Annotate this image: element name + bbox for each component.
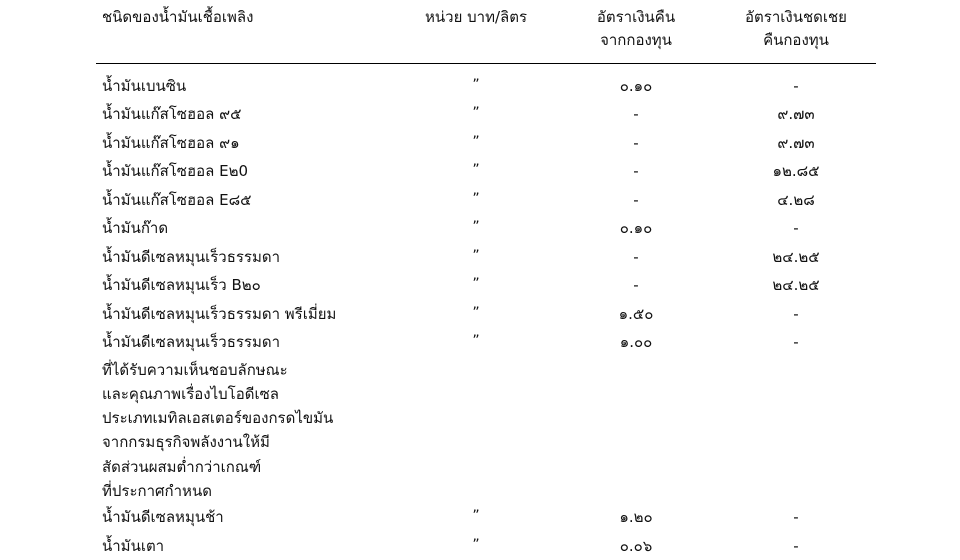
- cell-refund: ๐.๑๐: [619, 219, 653, 237]
- table-header: [96, 0, 876, 63]
- cell-fuel-type: น้ำมันเตา: [102, 536, 165, 555]
- cell-subsidy: -: [793, 219, 799, 237]
- cell-fuel-type: น้ำมันแก๊สโซฮอล ๙๑: [102, 133, 240, 152]
- cell-refund: ๑.๕๐: [618, 304, 654, 323]
- table-body: [96, 63, 876, 560]
- cell-unit: ”: [472, 219, 480, 235]
- fuel-rate-table: [96, 0, 876, 560]
- table-note-row: [96, 357, 876, 504]
- cell-unit: ”: [472, 247, 480, 264]
- cell-refund: -: [633, 247, 639, 266]
- cell-subsidy: ๙.๗๓: [777, 105, 815, 123]
- cell-refund: ๑.๐๐: [619, 333, 653, 351]
- column-header-subsidy-line1: อัตราเงินชดเชย: [745, 8, 847, 26]
- column-header-refund-line1: อัตราเงินคืน: [596, 8, 676, 26]
- cell-refund: -: [633, 162, 639, 180]
- table-row: [96, 532, 876, 560]
- table-row: [96, 186, 876, 215]
- cell-unit: ”: [472, 105, 480, 121]
- column-header-fuel-type: ชนิดของน้ำมันเชื้อเพลิง: [96, 0, 396, 63]
- cell-subsidy: -: [793, 333, 799, 351]
- cell-fuel-type: น้ำมันก๊าด: [102, 219, 169, 237]
- table-row: [96, 300, 876, 329]
- cell-refund: -: [633, 105, 639, 123]
- table-row: [96, 63, 876, 100]
- table-row: [96, 100, 876, 129]
- column-header-subsidy: [716, 0, 876, 63]
- note-line: และคุณภาพเรื่องไบโอดีเซล: [102, 384, 279, 403]
- column-header-refund: [556, 0, 716, 63]
- cell-subsidy: ๑๒.๘๕: [772, 162, 820, 180]
- cell-subsidy: -: [793, 304, 799, 323]
- cell-subsidy: -: [793, 76, 799, 95]
- fuel-type-note: [96, 357, 876, 504]
- cell-unit: ”: [472, 536, 480, 553]
- cell-unit: ”: [472, 162, 480, 178]
- table-row: [96, 271, 876, 300]
- cell-fuel-type: น้ำมันแก๊สโซฮอล E๘๕: [102, 190, 252, 209]
- cell-fuel-type: น้ำมันเบนซิน: [102, 76, 187, 95]
- cell-subsidy: -: [793, 508, 799, 527]
- table-row: [96, 503, 876, 532]
- cell-unit: ”: [472, 276, 480, 292]
- cell-subsidy: ๔.๒๘: [777, 190, 815, 209]
- column-header-unit: หน่วย บาท/ลิตร: [396, 0, 556, 63]
- cell-unit: ”: [472, 133, 480, 150]
- cell-unit: ”: [472, 333, 480, 349]
- cell-fuel-type: น้ำมันดีเซลหมุนเร็วธรรมดา: [102, 333, 281, 351]
- cell-subsidy: -: [793, 536, 799, 555]
- note-line: ที่ประกาศกำหนด: [102, 481, 212, 500]
- cell-refund: ๑.๒๐: [619, 508, 653, 527]
- table-row: [96, 129, 876, 158]
- note-line: ที่ได้รับความเห็นชอบลักษณะ: [102, 360, 288, 379]
- cell-refund: -: [633, 133, 639, 152]
- cell-refund: ๐.๑๐: [619, 76, 653, 95]
- column-header-refund-line2: จากกองทุน: [600, 31, 672, 50]
- cell-unit: ”: [472, 508, 480, 525]
- note-line: จากกรมธุรกิจพลังงานให้มี: [102, 433, 270, 452]
- cell-unit: ”: [472, 190, 480, 207]
- cell-subsidy: ๙.๗๓: [777, 133, 815, 152]
- cell-refund: -: [633, 190, 639, 209]
- cell-fuel-type: น้ำมันแก๊สโซฮอล E๒0: [102, 162, 248, 180]
- cell-unit: ”: [472, 304, 480, 321]
- cell-fuel-type: น้ำมันดีเซลหมุนเร็ว B๒๐: [102, 276, 261, 294]
- cell-fuel-type: น้ำมันดีเซลหมุนเร็วธรรมดา: [102, 247, 281, 266]
- cell-fuel-type: น้ำมันแก๊สโซฮอล ๙๕: [102, 105, 242, 123]
- cell-refund: ๐.๐๖: [619, 536, 653, 555]
- cell-subsidy: ๒๔.๒๕: [772, 247, 820, 266]
- table-row: [96, 243, 876, 272]
- cell-fuel-type: น้ำมันดีเซลหมุนเร็วธรรมดา พรีเมี่ยม: [102, 304, 337, 323]
- table-header-row: [96, 0, 876, 63]
- table-row: [96, 214, 876, 243]
- cell-subsidy: ๒๔.๒๕: [772, 276, 820, 294]
- note-line: สัดส่วนผสมต่ำกว่าเกณฑ์: [102, 457, 262, 476]
- cell-fuel-type: น้ำมันดีเซลหมุนช้า: [102, 508, 224, 527]
- table-row: [96, 328, 876, 357]
- cell-unit: ”: [472, 76, 480, 93]
- cell-refund: -: [633, 276, 639, 294]
- column-header-subsidy-line2: คืนกองทุน: [763, 31, 829, 50]
- note-line: ประเภทเมทิลเอสเตอร์ของกรดไขมัน: [102, 409, 334, 428]
- table-row: [96, 157, 876, 186]
